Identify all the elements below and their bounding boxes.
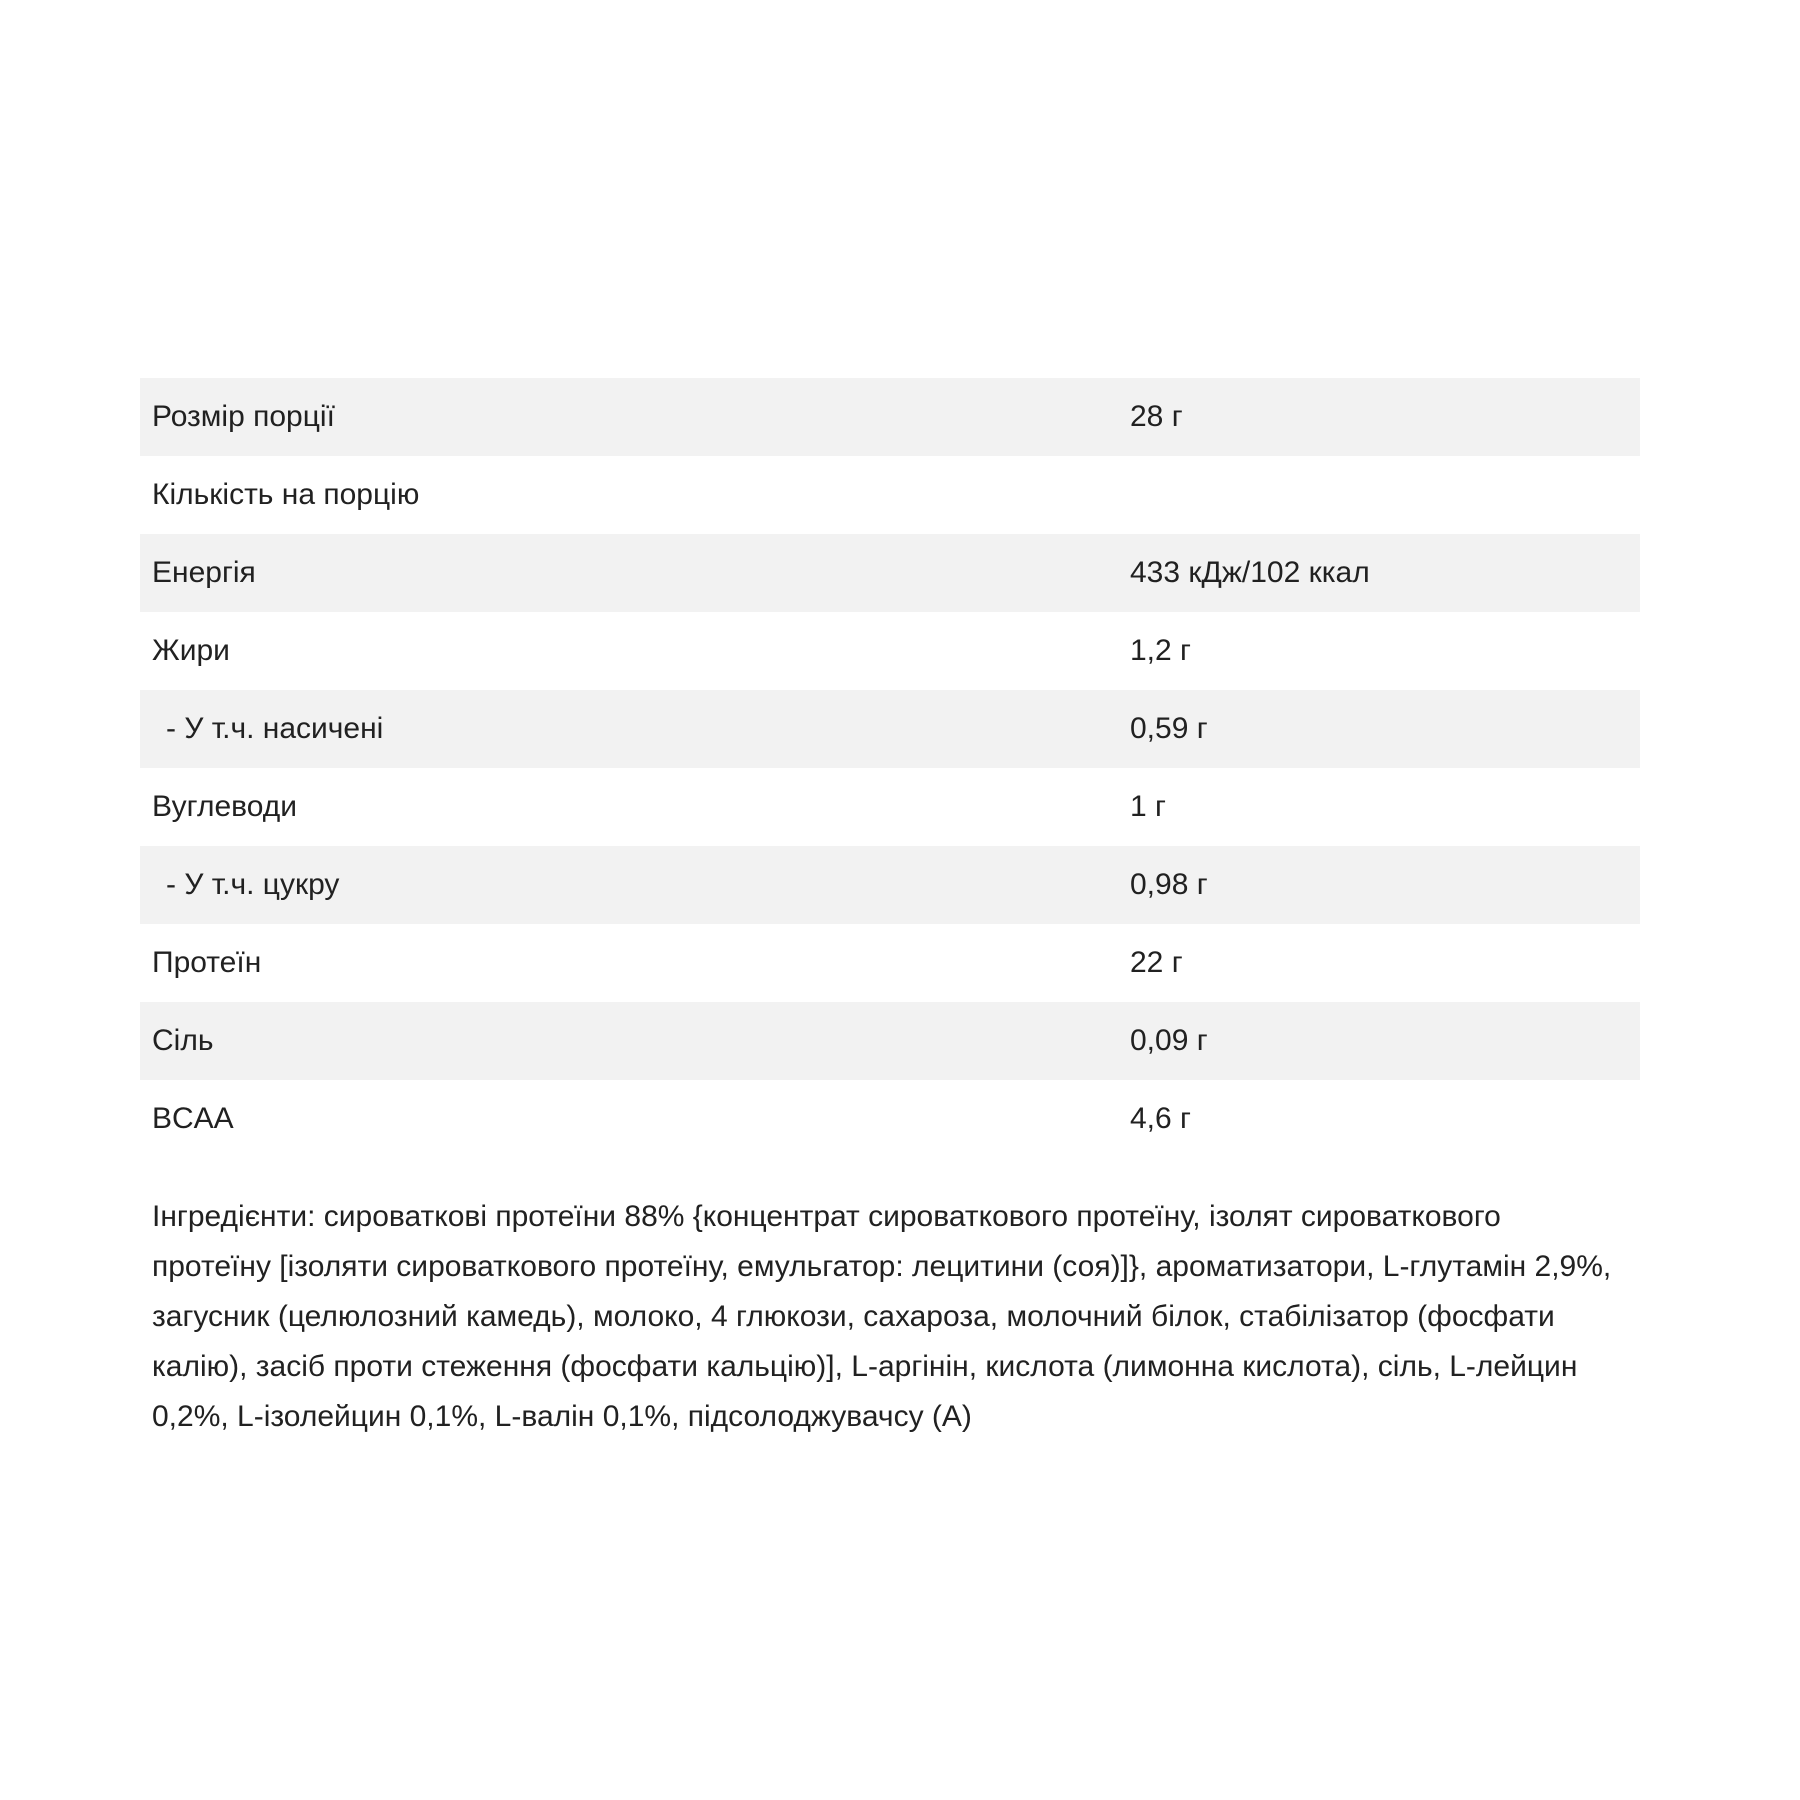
table-row-carbohydrates xyxy=(140,768,1640,846)
row-label: Енергія xyxy=(152,556,256,589)
nutrition-facts-table xyxy=(140,378,1640,1472)
row-value: 433 кДж/102 ккал xyxy=(1130,556,1370,589)
row-label: Розмір порції xyxy=(152,400,335,433)
row-label: Сіль xyxy=(152,1024,214,1057)
row-label: Жири xyxy=(152,634,230,667)
table-row-fat xyxy=(140,612,1640,690)
row-value: 4,6 г xyxy=(1130,1102,1191,1135)
table-row-saturated-fat xyxy=(140,690,1640,768)
row-value: 0,59 г xyxy=(1130,712,1208,745)
row-label: Кількість на порцію xyxy=(152,478,420,511)
row-value: 22 г xyxy=(1130,946,1183,979)
row-value: 28 г xyxy=(1130,400,1183,433)
table-row-energy xyxy=(140,534,1640,612)
table-row-salt xyxy=(140,1002,1640,1080)
ingredients-paragraph: Інгредієнти: сироваткові протеїни 88% {концентрат сироваткового протеїну, ізолят сироваткового протеїну [ізоляти сироваткового протеїну, емульгатор: лецитини (соя)]}, ароматизатори, L-глутамін 2,9%, загусник (целюлозний камедь), молоко, 4 глюкози, сахароза, молочний білок, стабілізатор (фосфати калію), засіб проти стеження (фосфати кальцію)], L-аргінін, кислота (лимонна кислота), сіль, L-лейцин 0,2%, L-ізолейцин 0,1%, L-валін 0,1%, підсолоджувачсу (А) xyxy=(152,1200,1612,1433)
row-label: Вуглеводи xyxy=(152,790,298,823)
row-label: - У т.ч. насичені xyxy=(166,712,384,745)
table-row-protein xyxy=(140,924,1640,1002)
row-value: 1,2 г xyxy=(1130,634,1191,667)
row-label: - У т.ч. цукру xyxy=(166,868,340,901)
row-value: 1 г xyxy=(1130,790,1166,823)
table-row-sugars xyxy=(140,846,1640,924)
table-row-amount-per-serving xyxy=(140,456,1640,534)
row-label: Протеїн xyxy=(152,946,262,979)
table-row-bcaa xyxy=(140,1080,1640,1158)
row-value: 0,09 г xyxy=(1130,1024,1208,1057)
row-value: 0,98 г xyxy=(1130,868,1208,901)
table-row-serving-size xyxy=(140,378,1640,456)
row-label: BCAA xyxy=(152,1102,234,1135)
